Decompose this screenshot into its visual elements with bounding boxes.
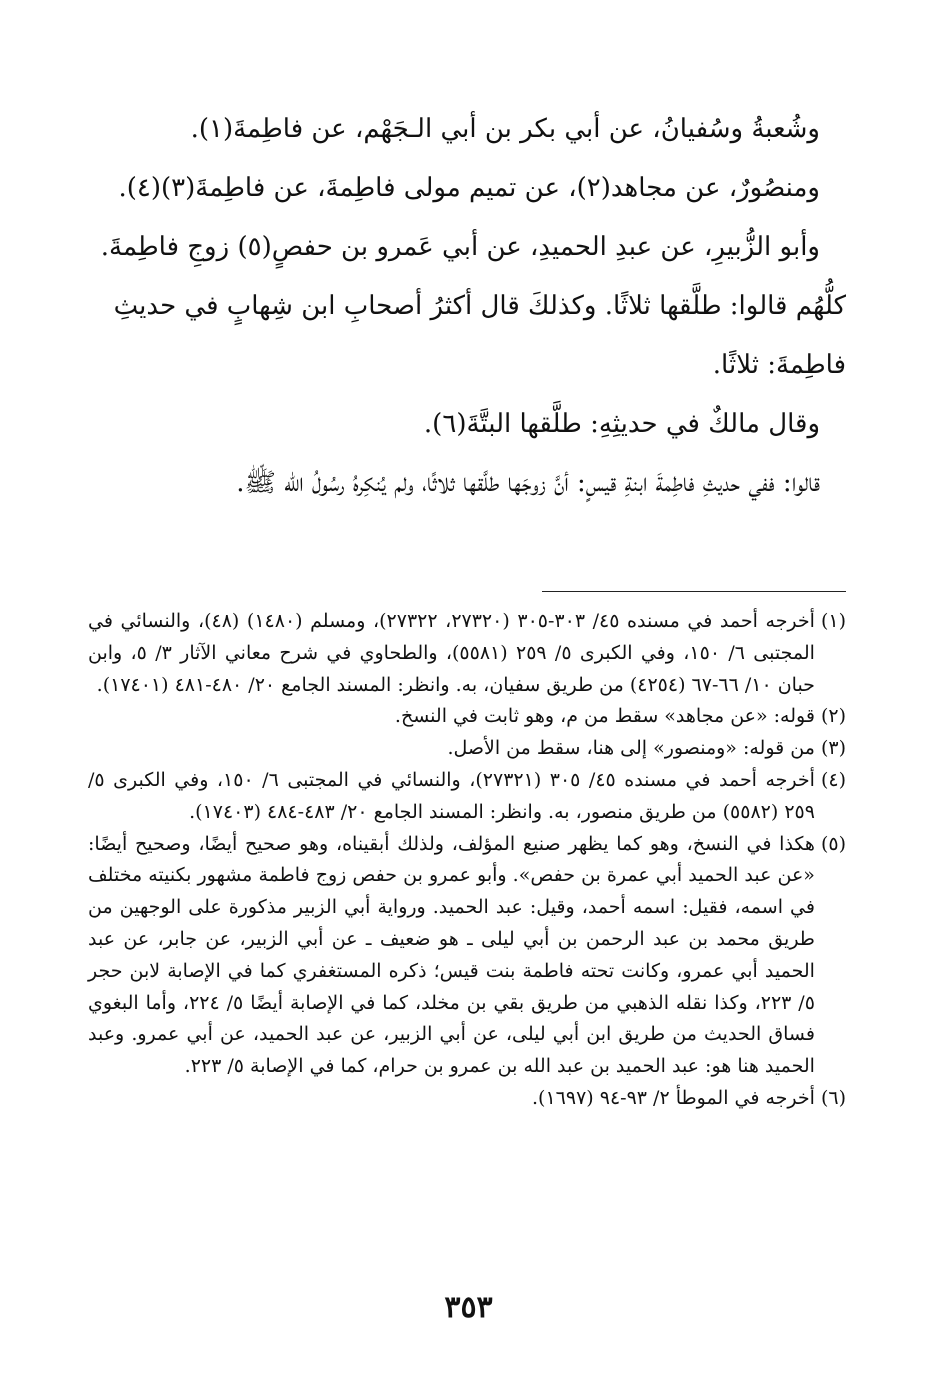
footnote-number: (٥)	[820, 832, 846, 855]
main-paragraph-1: وشُعبةُ وسُفيانُ، عن أبي بكر بن أبي الـجَهْم، عن فاطِمةَ(١).	[190, 114, 820, 144]
footnote-5	[88, 829, 846, 1083]
main-paragraph-5: وقال مالكٌ في حديثِهِ: طلَّقها البتَّةَ(٦).	[423, 409, 820, 439]
footnote-3	[88, 733, 846, 765]
main-paragraph-4: كلُّهُم قالوا: طلَّقها ثلاثًا. وكذلكَ قال أكثرُ أصحابِ ابن شِهابٍ في حديثِ فاطِمةَ: ثلاثًا.	[113, 291, 846, 380]
footnote-text: أخرجه أحمد في مسنده ٤٥/ ٣٠٥ (٢٧٣٢١)، والنسائي في المجتبى ٦/ ١٥٠، وفي الكبرى ٥/ ٢٥٩ (٥٥٨٢) من طريق منصور، به. وانظر: المسند الجامع ٢٠/ ٤٨٣-٤٨٤ (١٧٤٠٣).	[88, 768, 815, 823]
page-number: ٣٥٣	[444, 1290, 493, 1325]
footnote-text: هكذا في النسخ، وهو كما يظهر صنيع المؤلف، ولذلك أبقيناه، وهو صحيح أيضًا، وصحيح أيضًا: «عن عبد الحميد أبي عمرة بن حفص». وأبو عمرو بن حفص زوج فاطمة مشهور بكنيته مختلف في اسمه، فقيل: اسمه أحمد، وقيل: عبد الحميد. ورواية أبي الزبير مذكورة على الوجهين من طريق محمد بن عبد الرحمن بن أبي ليلى ـ هو ضعيف ـ عن أبي الزبير، عن جابر، عن عبد الحميد أبي عمرو، وكانت تحته فاطمة بنت قيس؛ ذكره المستغفري كما في الإصابة لابن حجر ٥/ ٢٢٣، وكذا نقله الذهبي من طريق بقي بن مخلد، كما في الإصابة أيضًا ٥/ ٢٢٤، وأما البغوي فساق الحديث من طريق ابن أبي ليلى، عن أبي الزبير، عن عبد الحميد، عن أبي عمرو. وعبد الحميد هنا هو: عبد الحميد بن عبد الله بن عمرو بن حرام، كما في الإصابة ٥/ ٢٢٣.	[88, 832, 815, 1078]
main-text	[88, 100, 846, 513]
footnote-number: (٤)	[820, 768, 846, 791]
footnote-text: أخرجه في الموطأ ٢/ ٩٣-٩٤ (١٦٩٧).	[532, 1086, 815, 1109]
footnote-separator	[542, 591, 846, 592]
main-paragraph-3: وأبو الزُّبيرِ، عن عبدِ الحميدِ، عن أبي عَمرو بن حفصٍ(٥) زوجِ فاطِمةَ.	[100, 232, 820, 262]
footnote-1	[88, 606, 846, 701]
footnote-2	[88, 701, 846, 733]
footnote-number: (٦)	[820, 1086, 846, 1109]
footnote-number: (١)	[820, 610, 846, 632]
footnotes	[88, 606, 846, 1115]
footnote-4	[88, 765, 846, 829]
main-paragraph-2: ومنصُورٌ، عن مجاهد(٢)، عن تميم مولى فاطِمةَ، عن فاطِمةَ(٣)(٤).	[118, 173, 820, 203]
footnote-text: من قوله: «ومنصور» إلى هنا، سقط من الأصل.	[447, 737, 815, 760]
footnote-6	[88, 1083, 846, 1115]
footnote-number: (٢)	[820, 705, 846, 728]
main-paragraph-6: قالوا: ففي حديثِ فاطِمةَ ابنةِ قيسٍ: أنَّ زوجَها طلَّقها ثلاثًا، ولم يُنكِرهُ رسُولُ الله ﷺ.	[236, 468, 820, 498]
footnote-text: أخرجه أحمد في مسنده ٤٥/ ٣٠٣-٣٠٥ (٢٧٣٢٠، ٢٧٣٢٢)، ومسلم (١٤٨٠) (٤٨)، والنسائي في المجتبى ٦/ ١٥٠، وفي الكبرى ٥/ ٢٥٩ (٥٥٨١)، والطحاوي في شرح معاني الآثار ٣/ ٥، وابن حبان ١٠/ ٦٦-٦٧ (٤٢٥٤) من طريق سفيان، به. وانظر: المسند الجامع ٢٠/ ٤٨٠-٤٨١ (١٧٤٠١).	[88, 610, 815, 696]
footnote-text: قوله: «عن مجاهد» سقط من م، وهو ثابت في النسخ.	[394, 705, 815, 728]
footnote-number: (٣)	[820, 737, 846, 760]
